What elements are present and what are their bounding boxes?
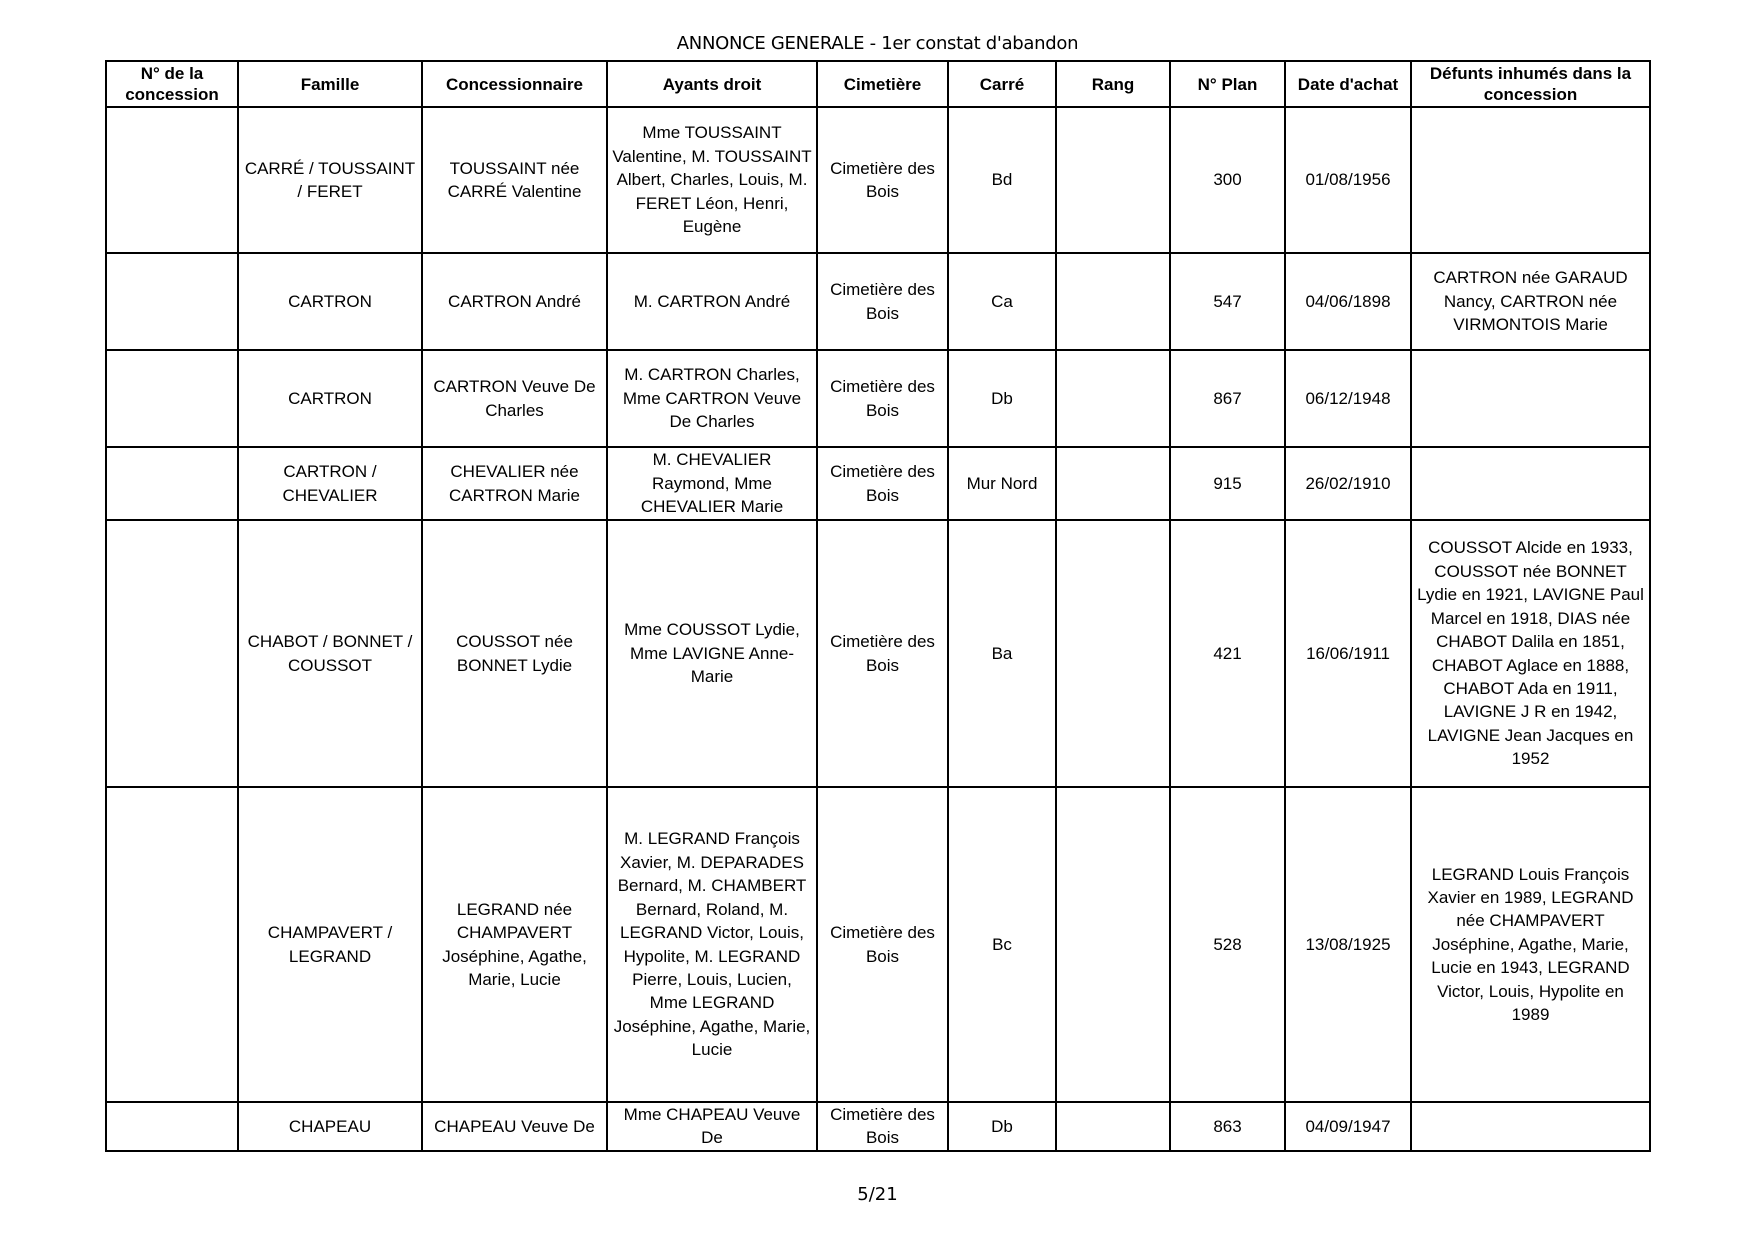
cell-concessionnaire: CARTRON Veuve De Charles [422,350,607,447]
cell-ayants-droit: Mme COUSSOT Lydie, Mme LAVIGNE Anne-Marie [607,520,817,787]
cell-concession [106,253,238,350]
cell-famille: CHAMPAVERT / LEGRAND [238,787,422,1102]
cell-famille: CHAPEAU [238,1102,422,1151]
cell-famille: CARTRON [238,253,422,350]
header-defunts: Défunts inhumés dans la concession [1411,61,1650,107]
cell-rang [1056,253,1170,350]
cell-rang [1056,447,1170,520]
page-number: 5/21 [857,1184,898,1205]
cell-famille: CARRÉ / TOUSSAINT / FERET [238,107,422,253]
cell-defunts [1411,447,1650,520]
cell-plan: 867 [1170,350,1285,447]
table-row [106,520,1650,787]
cell-concession [106,107,238,253]
cell-date: 01/08/1956 [1285,107,1411,253]
cell-rang [1056,350,1170,447]
cell-cimetiere: Cimetière des Bois [817,253,948,350]
cell-date: 26/02/1910 [1285,447,1411,520]
cell-concession [106,447,238,520]
cell-carre: Db [948,1102,1056,1151]
cell-cimetiere: Cimetière des Bois [817,520,948,787]
cell-cimetiere: Cimetière des Bois [817,787,948,1102]
cell-rang [1056,1102,1170,1151]
cell-famille: CARTRON [238,350,422,447]
cell-date: 16/06/1911 [1285,520,1411,787]
header-rang: Rang [1056,61,1170,107]
header-row [106,61,1650,107]
cell-concessionnaire: CARTRON André [422,253,607,350]
cell-carre: Db [948,350,1056,447]
concession-table [105,60,1651,1152]
header-concessionnaire: Concessionnaire [422,61,607,107]
cell-rang [1056,787,1170,1102]
cell-cimetiere: Cimetière des Bois [817,1102,948,1151]
table-row [106,1102,1650,1151]
cell-date: 13/08/1925 [1285,787,1411,1102]
cell-ayants-droit: Mme CHAPEAU Veuve De [607,1102,817,1151]
table-row [106,447,1650,520]
cell-ayants-droit: Mme TOUSSAINT Valentine, M. TOUSSAINT Albert, Charles, Louis, M. FERET Léon, Henri, Eugène [607,107,817,253]
cell-cimetiere: Cimetière des Bois [817,447,948,520]
table-header [106,61,1650,107]
cell-date: 06/12/1948 [1285,350,1411,447]
header-ayants-droit: Ayants droit [607,61,817,107]
cell-carre: Ca [948,253,1056,350]
header-famille: Famille [238,61,422,107]
cell-defunts [1411,350,1650,447]
cell-cimetiere: Cimetière des Bois [817,107,948,253]
cell-defunts [1411,1102,1650,1151]
cell-defunts [1411,107,1650,253]
cell-rang [1056,520,1170,787]
cell-rang [1056,107,1170,253]
header-date-achat: Date d'achat [1285,61,1411,107]
cell-concession [106,787,238,1102]
cell-ayants-droit: M. CHEVALIER Raymond, Mme CHEVALIER Marie [607,447,817,520]
cell-defunts: LEGRAND Louis François Xavier en 1989, LEGRAND née CHAMPAVERT Joséphine, Agathe, Marie, Lucie en 1943, LEGRAND Victor, Louis, Hypolite en 1989 [1411,787,1650,1102]
header-cimetiere: Cimetière [817,61,948,107]
header-carre: Carré [948,61,1056,107]
page-title: ANNONCE GENERALE - 1er constat d'abandon [676,33,1079,54]
cell-plan: 528 [1170,787,1285,1102]
cell-carre: Ba [948,520,1056,787]
cell-concession [106,1102,238,1151]
cell-concessionnaire: CHEVALIER née CARTRON Marie [422,447,607,520]
cell-concessionnaire: LEGRAND née CHAMPAVERT Joséphine, Agathe, Marie, Lucie [422,787,607,1102]
table-body [106,107,1650,1151]
table-row [106,107,1650,253]
cell-defunts: COUSSOT Alcide en 1933, COUSSOT née BONNET Lydie en 1921, LAVIGNE Paul Marcel en 1918, DIAS née CHABOT Dalila en 1851, CHABOT Aglace en 1888, CHABOT Ada en 1911, LAVIGNE J R en 1942, LAVIGNE Jean Jacques en 1952 [1411,520,1650,787]
cell-plan: 915 [1170,447,1285,520]
header-plan-number: N° Plan [1170,61,1285,107]
cell-defunts: CARTRON née GARAUD Nancy, CARTRON née VIRMONTOIS Marie [1411,253,1650,350]
cell-ayants-droit: M. LEGRAND François Xavier, M. DEPARADES Bernard, M. CHAMBERT Bernard, Roland, M. LEGRAND Victor, Louis, Hypolite, M. LEGRAND Pierre, Louis, Lucien, Mme LEGRAND Joséphine, Agathe, Marie, Lucie [607,787,817,1102]
cell-famille: CARTRON / CHEVALIER [238,447,422,520]
cell-concession [106,350,238,447]
header-concession-number: N° de la concession [106,61,238,107]
cell-carre: Mur Nord [948,447,1056,520]
cell-ayants-droit: M. CARTRON André [607,253,817,350]
cell-carre: Bc [948,787,1056,1102]
cell-plan: 547 [1170,253,1285,350]
cell-concession [106,520,238,787]
table-row [106,350,1650,447]
cell-plan: 863 [1170,1102,1285,1151]
cell-famille: CHABOT / BONNET / COUSSOT [238,520,422,787]
cell-date: 04/09/1947 [1285,1102,1411,1151]
table-row [106,253,1650,350]
table-row [106,787,1650,1102]
cell-carre: Bd [948,107,1056,253]
cell-concessionnaire: COUSSOT née BONNET Lydie [422,520,607,787]
cell-ayants-droit: M. CARTRON Charles, Mme CARTRON Veuve De Charles [607,350,817,447]
cell-concessionnaire: CHAPEAU Veuve De [422,1102,607,1151]
cell-cimetiere: Cimetière des Bois [817,350,948,447]
cell-plan: 421 [1170,520,1285,787]
cell-plan: 300 [1170,107,1285,253]
cell-concessionnaire: TOUSSAINT née CARRÉ Valentine [422,107,607,253]
cell-date: 04/06/1898 [1285,253,1411,350]
